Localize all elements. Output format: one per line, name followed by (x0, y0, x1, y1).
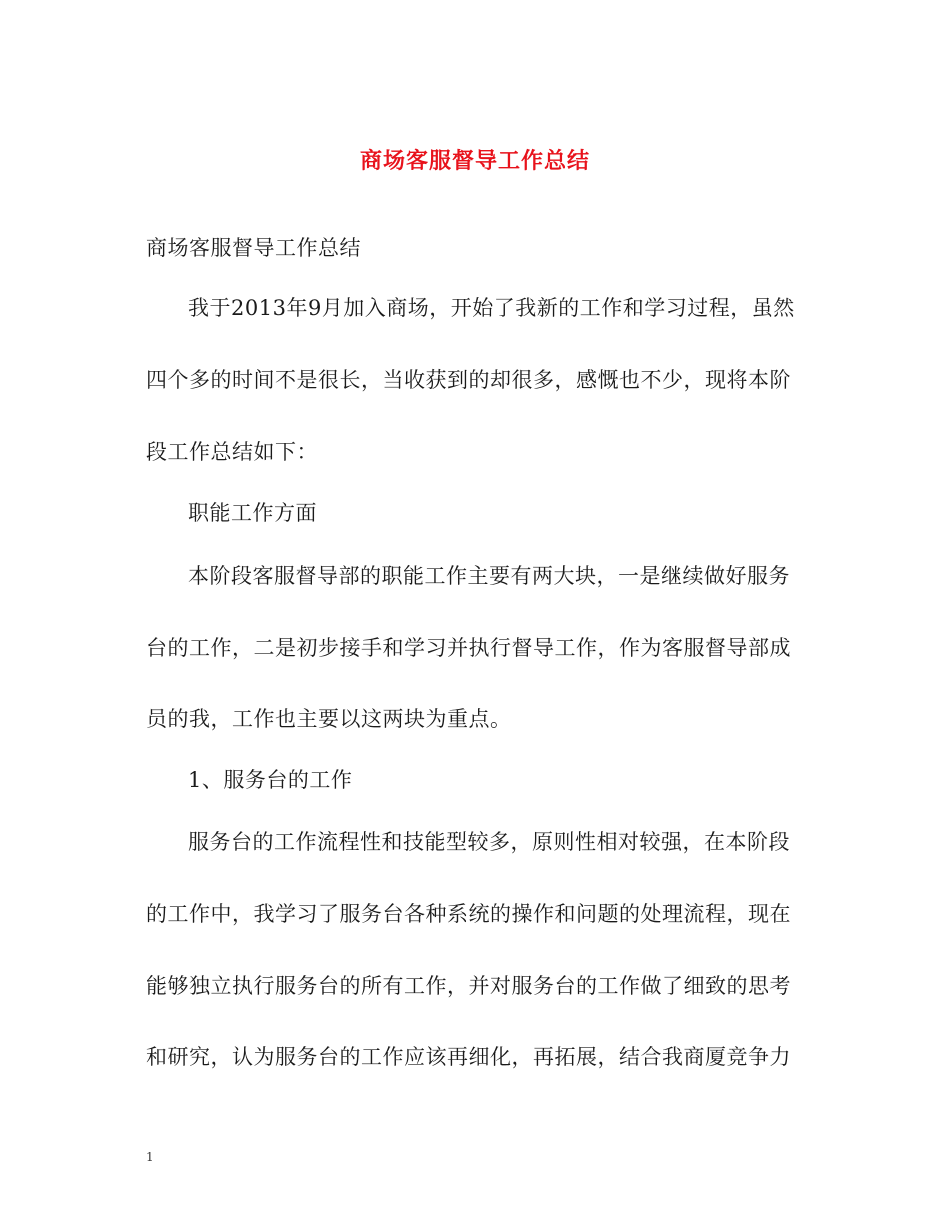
paragraph-line: 本阶段客服督导部的职能工作主要有两大块，一是继续做好服务 (188, 564, 790, 588)
section-heading: 1、服务台的工作 (188, 768, 353, 792)
paragraph-line: 台的工作，二是初步接手和学习并执行督导工作，作为客服督导部成 (146, 636, 791, 660)
paragraph-line: 段工作总结如下： (146, 440, 318, 464)
paragraph-line: 和研究，认为服务台的工作应该再细化，再拓展，结合我商厦竞争力 (146, 1045, 791, 1069)
paragraph-line: 能够独立执行服务台的所有工作，并对服务台的工作做了细致的思考 (146, 974, 791, 998)
paragraph-line: 我于2013年9月加入商场，开始了我新的工作和学习过程，虽然 (188, 296, 795, 320)
paragraph-line: 服务台的工作流程性和技能型较多，原则性相对较强，在本阶段 (188, 830, 790, 854)
section-heading: 职能工作方面 (188, 501, 317, 525)
page-number: 1 (146, 1150, 154, 1164)
document-title: 商场客服督导工作总结 (359, 148, 590, 174)
paragraph-line: 四个多的时间不是很长，当收获到的却很多，感慨也不少，现将本阶 (146, 368, 791, 392)
paragraph-line: 的工作中，我学习了服务台各种系统的操作和问题的处理流程，现在 (146, 902, 791, 926)
paragraph-line: 员的我，工作也主要以这两块为重点。 (146, 707, 512, 731)
heading-line: 商场客服督导工作总结 (146, 236, 361, 260)
